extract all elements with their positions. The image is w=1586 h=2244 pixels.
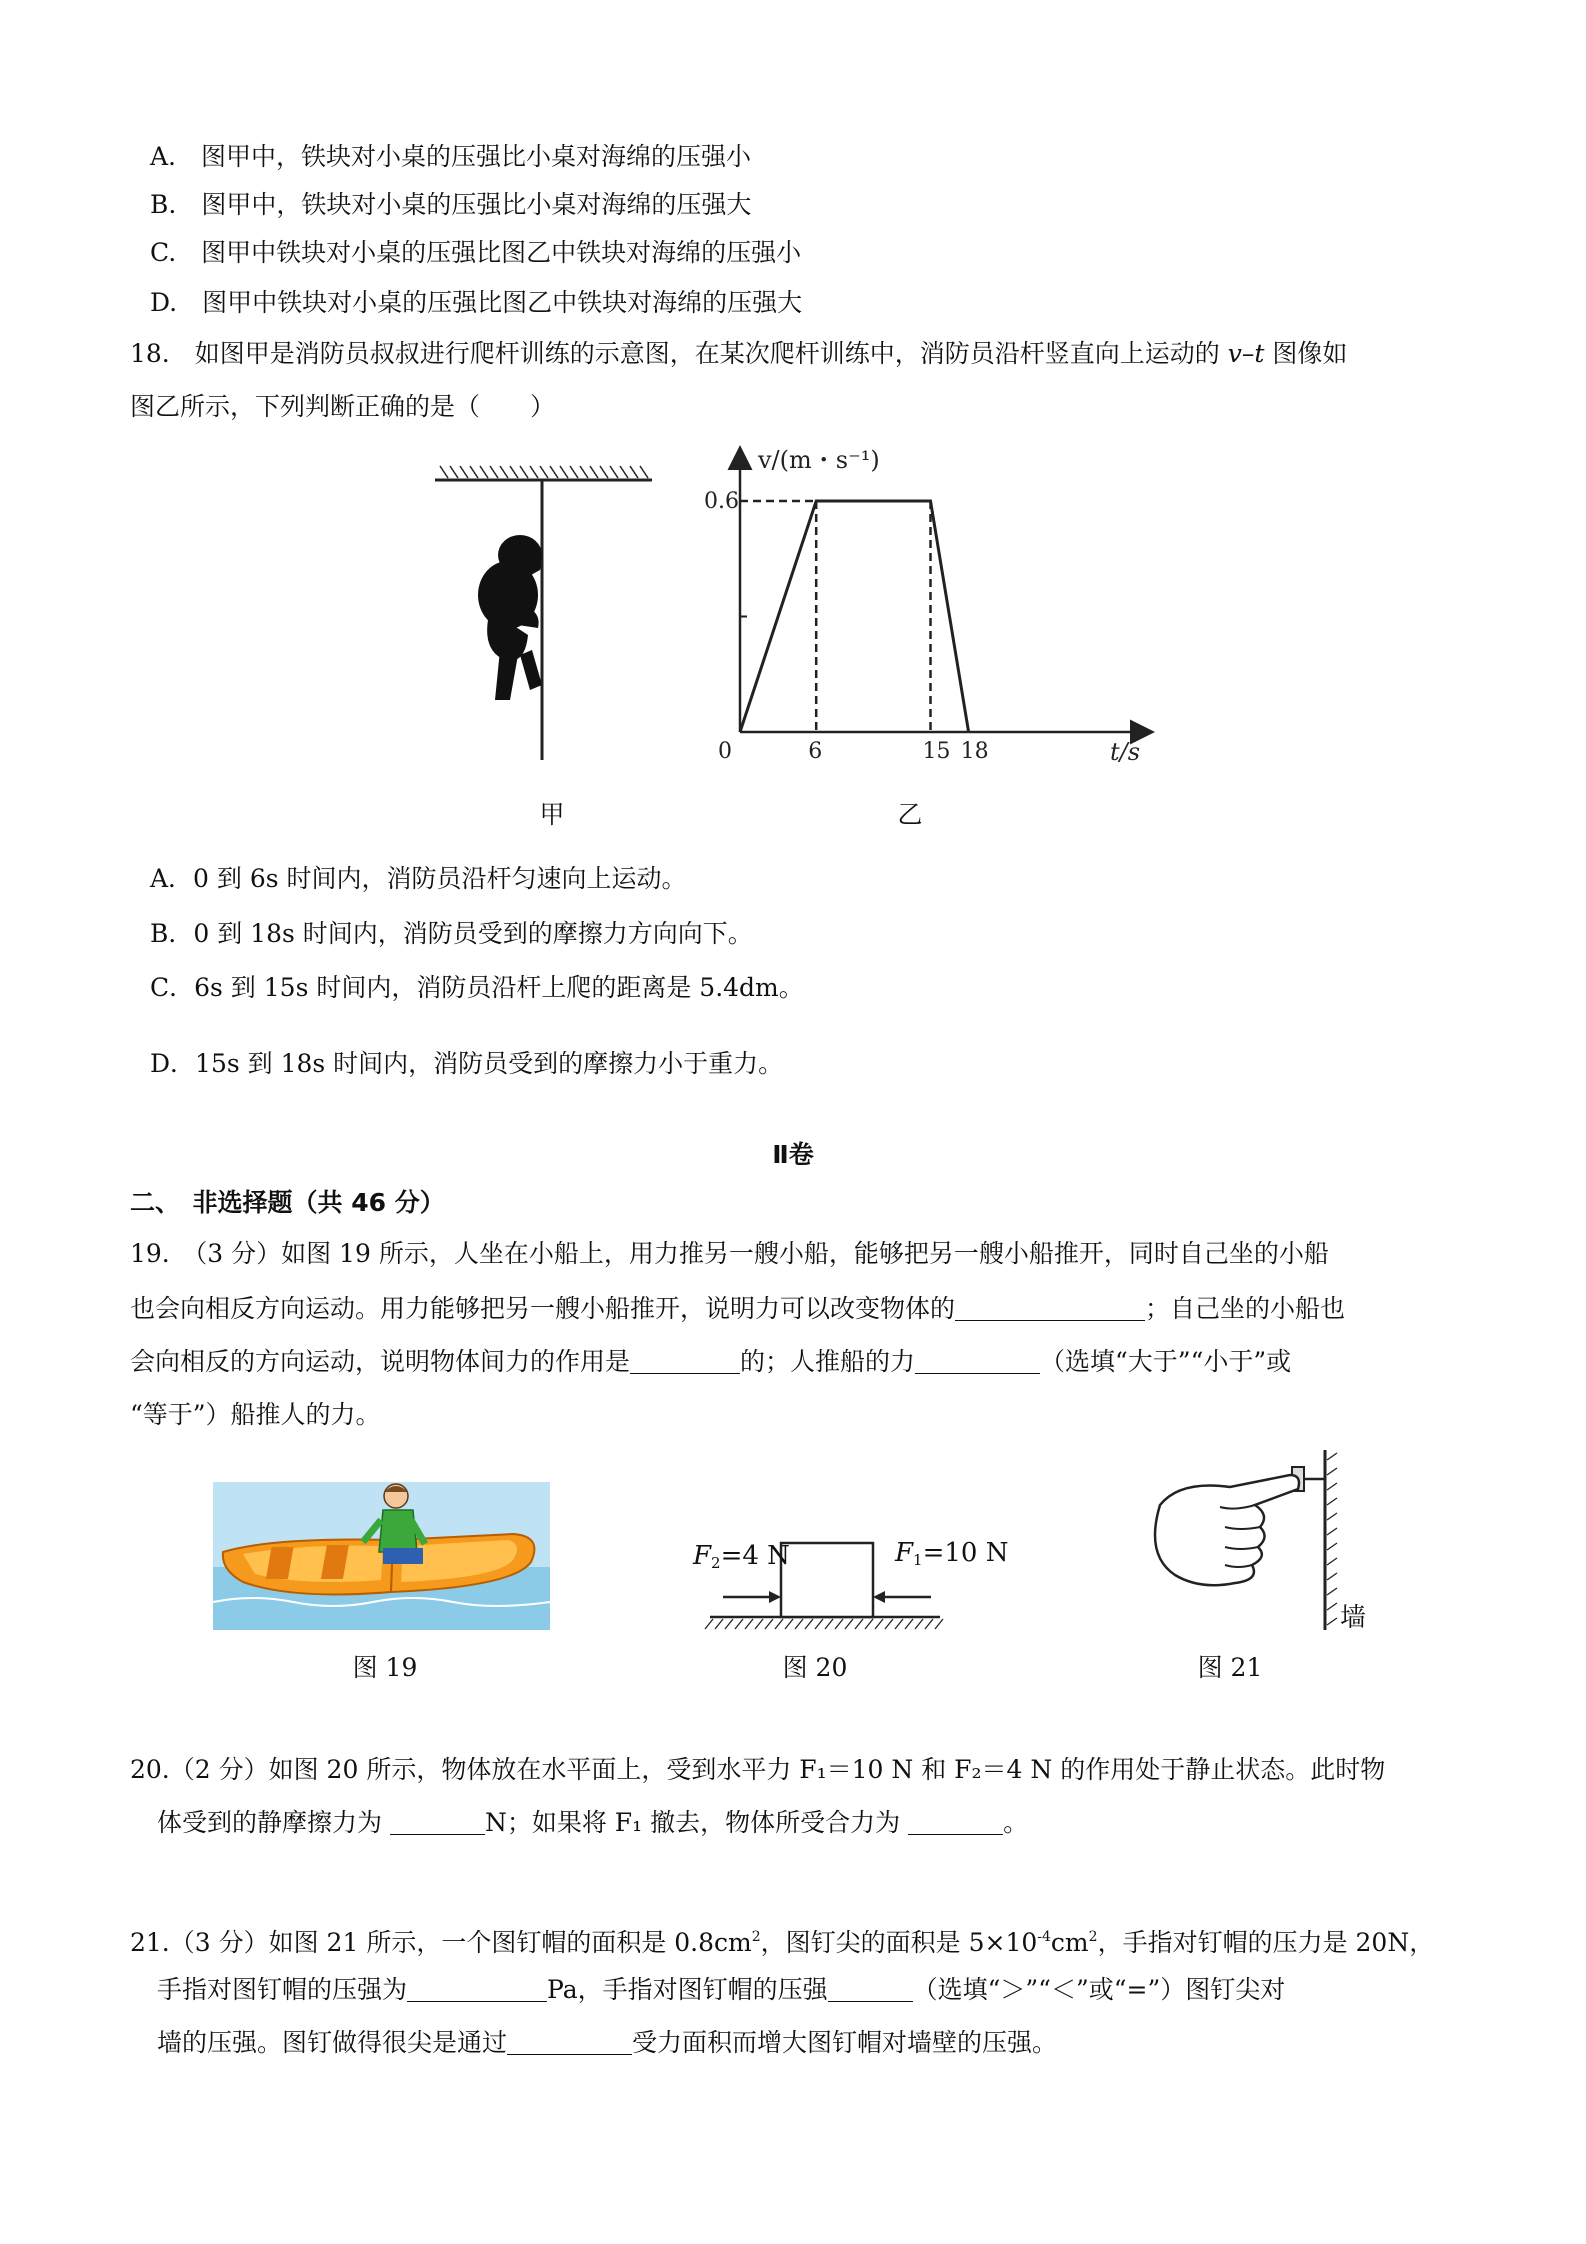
climber-silhouette bbox=[478, 535, 542, 700]
q19-text: ；自己坐的小船也 bbox=[1145, 1294, 1346, 1323]
q19-blank-1[interactable] bbox=[955, 1294, 1145, 1321]
q17-option-c: C. 图甲中铁块对小桌的压强比图乙中铁块对海绵的压强小 bbox=[150, 238, 802, 267]
f2-symbol: F bbox=[693, 1541, 712, 1571]
q18-option-b: B．0 到 18s 时间内，消防员受到的摩擦力方向向下。 bbox=[150, 919, 753, 948]
q21-text: cm bbox=[1050, 1928, 1089, 1957]
x-tick-label: 6 bbox=[808, 739, 823, 764]
q18-stem-text: 18. 如图甲是消防员叔叔进行爬杆训练的示意图，在某次爬杆训练中，消防员沿杆竖直向上运动的 bbox=[130, 339, 1220, 368]
q19-text: 也会向相反方向运动。用力能够把另一艘小船推开，说明力可以改变物体的 bbox=[130, 1294, 956, 1323]
q18-option-a: A．0 到 6s 时间内，消防员沿杆匀速向上运动。 bbox=[150, 864, 687, 893]
q20-blank-2[interactable] bbox=[908, 1808, 1003, 1835]
q19-line4: “等于”）船推人的力。 bbox=[130, 1400, 381, 1429]
q21-text: 手指对图钉帽的压强为 bbox=[157, 1975, 408, 2004]
q20-text: 体受到的静摩擦力为 bbox=[157, 1808, 383, 1837]
q18-option-d: D．15s 到 18s 时间内，消防员受到的摩擦力小于重力。 bbox=[150, 1049, 784, 1078]
q21-blank-1[interactable] bbox=[407, 1975, 547, 2002]
figure-19-boats bbox=[213, 1482, 550, 1630]
q20-blank-1[interactable] bbox=[390, 1808, 485, 1835]
block bbox=[781, 1543, 873, 1617]
y-tick-label: 0.6 bbox=[704, 489, 739, 514]
f2-label bbox=[693, 1541, 790, 1572]
figure-20-caption: 图 20 bbox=[782, 1653, 848, 1682]
figure-19-caption: 图 19 bbox=[352, 1653, 418, 1682]
q21-sup: 2 bbox=[1088, 1929, 1098, 1945]
q19-text: （选填“大于”“小于”或 bbox=[1040, 1347, 1292, 1376]
vt-series-line bbox=[740, 501, 969, 732]
q20-line1: 20.（2 分）如图 20 所示，物体放在水平面上，受到水平力 F₁＝10 N 和 F₂＝4 N 的作用处于静止状态。此时物 bbox=[130, 1755, 1386, 1784]
section-heading: 二、 非选择题（共 46 分） bbox=[130, 1188, 445, 1217]
q21-text: 21.（3 分）如图 21 所示，一个图钉帽的面积是 0.8cm bbox=[130, 1928, 752, 1957]
q21-line3 bbox=[157, 2026, 1057, 2060]
q19-text: 的；人推船的力 bbox=[740, 1347, 916, 1376]
q19-blank-3[interactable] bbox=[915, 1347, 1040, 1374]
q18-stem-line2: 图乙所示，下列判断正确的是（ ） bbox=[130, 392, 556, 421]
q18-option-c: C．6s 到 15s 时间内，消防员沿杆上爬的距离是 5.4dm。 bbox=[150, 973, 804, 1002]
figure-yi-label: 乙 bbox=[897, 800, 923, 829]
f1-label bbox=[895, 1538, 1008, 1569]
f1-subscript: 1 bbox=[913, 1551, 923, 1569]
section-title: Ⅱ卷 bbox=[772, 1140, 814, 1169]
q19-text: 会向相反的方向运动，说明物体间力的作用是 bbox=[130, 1347, 631, 1376]
q18-vt-symbol: v–t bbox=[1227, 339, 1265, 368]
q19-line1: 19. （3 分）如图 19 所示，人坐在小船上，用力推另一艘小船，能够把另一艘小船推开，同时自己坐的小船 bbox=[130, 1239, 1329, 1268]
y-axis-label: v/(m・s⁻¹) bbox=[758, 446, 880, 474]
f1-symbol: F bbox=[895, 1538, 914, 1568]
q19-line2 bbox=[130, 1292, 1345, 1326]
q19-line3 bbox=[130, 1345, 1291, 1379]
x-axis-label: t/s bbox=[1110, 738, 1141, 766]
x-tick-label: 0 bbox=[718, 739, 732, 764]
q21-text: 墙的压强。图钉做得很尖是通过 bbox=[157, 2028, 508, 2057]
figure-jia-climber bbox=[430, 460, 660, 840]
f2-value: =4 N bbox=[720, 1541, 790, 1571]
figure-jia-label: 甲 bbox=[539, 800, 565, 829]
q21-text: （选填“＞”“＜”或“=”）图钉尖对 bbox=[912, 1975, 1286, 2004]
q20-text: 。 bbox=[1003, 1808, 1029, 1837]
x-tick-label: 15 bbox=[922, 739, 951, 764]
q21-sup: 2 bbox=[751, 1929, 761, 1945]
x-tick-label: 18 bbox=[960, 739, 989, 764]
q21-text: 受力面积而增大图钉帽对墙壁的压强。 bbox=[632, 2028, 1058, 2057]
q18-stem-line1 bbox=[130, 337, 1347, 371]
q21-line2 bbox=[157, 1973, 1285, 2007]
figure-21-caption: 图 21 bbox=[1197, 1653, 1263, 1682]
q17-option-b: B. 图甲中，铁块对小桌的压强比小桌对海绵的压强大 bbox=[150, 190, 752, 219]
q21-sup: -4 bbox=[1037, 1929, 1051, 1945]
q17-option-d: D. 图甲中铁块对小桌的压强比图乙中铁块对海绵的压强大 bbox=[150, 288, 803, 317]
q20-line2 bbox=[157, 1806, 1028, 1840]
f1-value: =10 N bbox=[922, 1538, 1009, 1568]
q21-blank-2[interactable] bbox=[828, 1975, 913, 2002]
q17-option-a: A. 图甲中，铁块对小桌的压强比小桌对海绵的压强小 bbox=[150, 142, 752, 171]
q21-text: Pa，手指对图钉帽的压强 bbox=[547, 1975, 828, 2004]
wall-label: 墙 bbox=[1340, 1603, 1367, 1633]
q21-text: ，手指对钉帽的压力是 20N， bbox=[1097, 1928, 1435, 1957]
q20-text: N；如果将 F₁ 撤去，物体所受合力为 bbox=[484, 1808, 901, 1837]
q21-text: ，图钉尖的面积是 5×10 bbox=[760, 1928, 1038, 1957]
q19-blank-2[interactable] bbox=[630, 1347, 740, 1374]
figure-yi-vt-graph bbox=[700, 440, 1160, 780]
f2-subscript: 2 bbox=[711, 1554, 721, 1572]
q21-line1 bbox=[130, 1920, 1434, 1960]
q21-blank-3[interactable] bbox=[507, 2028, 632, 2055]
q18-stem-text-end: 图像如 bbox=[1272, 339, 1348, 368]
